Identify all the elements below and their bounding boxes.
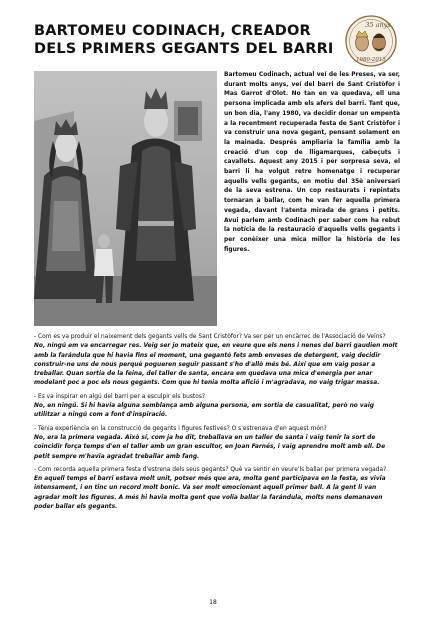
- question-1: - Com es va produir el naixement dels gegants vells de Sant Cristòfor? Va ser per un encàrrec de l'Associació de Veïns?: [34, 334, 386, 340]
- qa-block: [34, 393, 398, 421]
- title-line-1: BARTOMEU CODINACH, CREADOR: [34, 23, 311, 39]
- qa-block: [34, 333, 398, 389]
- title-line-2: DELS PRIMERS GEGANTS DEL BARRI: [34, 41, 334, 57]
- answer-4: En aquell temps el barri estava molt unit, potser més que ara, molta gent participava en la festa, es vivia intensament, i en tinc un record molt bonic. Va ser molt emocionant aquell primer ball. A la gent li van agradar molt les figures. A més hi havia molta gent que volia ballar la farándula, molts nens demanaven poder ballar els gegants.: [34, 476, 386, 511]
- question-2: - Es va inspirar en algú del barri per a esculpir els bustos?: [34, 393, 206, 400]
- page-number: 18: [209, 599, 217, 606]
- answer-3: No, era la primera vegada. Això sí, com ja he dit, treballava en un taller de santa i vaig tenir la sort de coincidir força temps d'en el taller amb un gran escultor, en Joan Farnés, i vaig aprendre molt amb ell. De petit sempre m'havia agradat treballar amb fang.: [34, 434, 386, 460]
- qa-block: [34, 425, 398, 462]
- intro-paragraph: Bartomeu Codinach, actual veí de les Preses, va ser, durant molts anys, veí del barri de Sant Cristòfor i Mas Garrot d'Olot. No tan en va quedava, ell una persona implicada amb els afers del barri. Tant que, un bon dia, l'any 1980, va decidir donar un empenta a la recentment recuperada festa de Sant Cristòfor i va construir una nova gegant, pensant solament en la mainada. Després ampliaria la família amb la creació d'un cop de lligamarques, cabeçuts i cavallets. Aquest any 2015 i per sorpresa seva, el barri li ha volgut retre homenatge i recuperar aquells vells gegants, en motiu del 35è aniversari de la seva estrena. Un cop restaurats i repintats tornaran a ballar, com he van fer aquella primera vegada, davant l'atenta mirada de grans i petits. Avui parlem amb Codinach per saber com ha rebut la notícia de la restauració d'aquells vells gegants i per conèixer una mica millor la història de les figures.: [224, 72, 400, 253]
- question-3: - Tenia experiència en la construcció de gegants i figures festives? O s'estrenava d'en aquest món?: [34, 425, 327, 432]
- interview: [34, 333, 398, 516]
- answer-1: No, ningú em va encarregar res. Veig ser jo mateix que, en veure que els nens i nenes del barri gaudien molt amb la farándula que hi havia fins el moment, una gegantó fets amb enveses de detergent, vaig decidir construir-ne uns de nous perquè pogueren seguir passant s'ho d'allò més bé. Així que em vaig posar a treballar. Quan sortia de la feina, del taller de santa, encara em quedava una mica d'energia per anar modelant poc a poc els nous gegants. Com que hi tenia molta afició i m'agradava, no vaig trigar massa.: [34, 343, 398, 387]
- badge-text-bottom: 1980-2015: [356, 57, 386, 63]
- badge-text-top: 35 anys: [365, 21, 391, 29]
- answer-2: No, en ningú. Si hi havia alguna semblança amb alguna persona, em sortia de casualitat, però no vaig utilitzar a ningú com a font d'inspiració.: [34, 403, 374, 419]
- question-4: - Com recorda aquella primera festa d'estrena dels seus gegants? Què va sentir en veure'ls ballar per primera vegada?: [34, 466, 387, 473]
- giants-photo: [34, 71, 217, 326]
- qa-block: [34, 466, 398, 512]
- anniversary-badge: [344, 14, 398, 68]
- article-title: [34, 22, 334, 58]
